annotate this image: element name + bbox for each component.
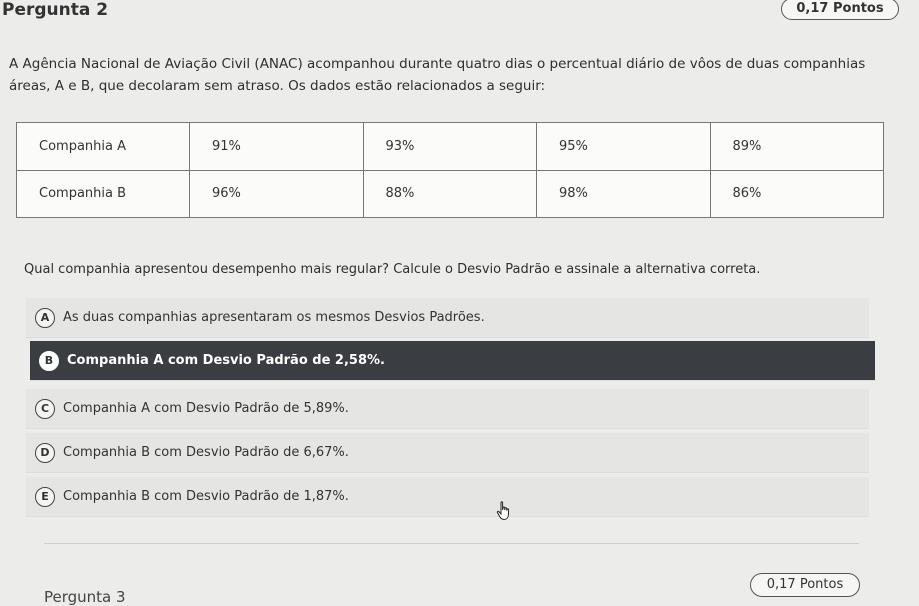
- option-text: As duas companhias apresentaram os mesmos Desvios Padrões.: [63, 310, 485, 325]
- points-badge: 0,17 Pontos: [781, 0, 899, 20]
- question-title: Pergunta 2: [2, 0, 109, 20]
- option-text: Companhia B com Desvio Padrão de 1,87%.: [63, 489, 349, 504]
- row-label: Companhia A: [17, 123, 190, 171]
- option-text: Companhia A com Desvio Padrão de 2,58%.: [67, 353, 385, 368]
- option-letter-badge: C: [35, 399, 55, 419]
- option-c[interactable]: [26, 389, 869, 429]
- table-cell: 98%: [537, 170, 711, 218]
- option-b[interactable]: [30, 341, 875, 381]
- row-label: Companhia B: [17, 170, 190, 218]
- next-points-badge: 0,17 Pontos: [750, 573, 860, 597]
- data-table: [16, 122, 884, 218]
- table-row: [17, 170, 884, 218]
- table-cell: 95%: [537, 123, 711, 171]
- table-cell: 93%: [363, 123, 537, 171]
- table-cell: 96%: [190, 170, 364, 218]
- question-statement: [9, 53, 889, 97]
- table-row: [17, 123, 884, 171]
- statement-line-1: A Agência Nacional de Aviação Civil (ANAC) acompanhou durante quatro dias o percentual diário de vôos de duas companhias: [9, 56, 866, 72]
- option-letter-badge: E: [35, 487, 55, 507]
- option-letter-badge: D: [35, 443, 55, 463]
- option-d[interactable]: [26, 433, 869, 473]
- option-e[interactable]: [26, 477, 869, 517]
- table-cell: 88%: [363, 170, 537, 218]
- table-cell: 86%: [710, 170, 884, 218]
- divider: [44, 543, 859, 544]
- question-prompt: Qual companhia apresentou desempenho mais regular? Calcule o Desvio Padrão e assinale a alternativa correta.: [24, 262, 761, 277]
- table-cell: 89%: [710, 123, 884, 171]
- next-question-title: Pergunta 3: [44, 588, 126, 606]
- option-text: Companhia A com Desvio Padrão de 5,89%.: [63, 401, 349, 416]
- option-letter-badge: A: [35, 308, 55, 328]
- statement-line-2: áreas, A e B, que decolaram sem atraso. Os dados estão relacionados a seguir:: [9, 78, 546, 94]
- option-text: Companhia B com Desvio Padrão de 6,67%.: [63, 445, 349, 460]
- table-cell: 91%: [190, 123, 364, 171]
- option-a[interactable]: [26, 298, 869, 338]
- option-letter-badge: B: [39, 351, 59, 371]
- hand-pointer-icon: [496, 501, 512, 521]
